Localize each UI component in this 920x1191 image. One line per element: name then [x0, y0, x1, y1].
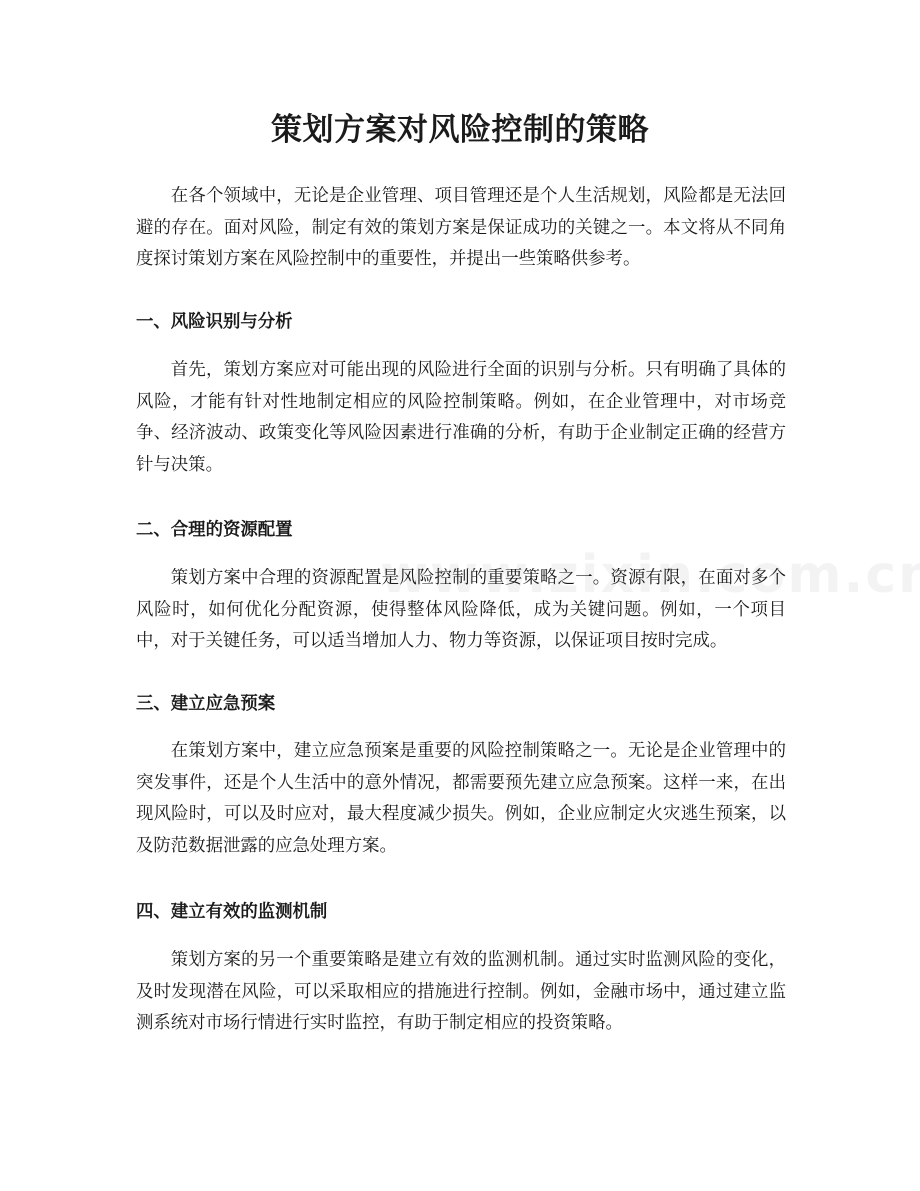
document-title: 策划方案对风险控制的策略 [271, 112, 649, 148]
section-body-2: 策划方案中合理的资源配置是风险控制的重要策略之一。资源有限，在面对多个风险时，如何优化分配资源，使得整体风险降低，成为关键问题。例如，一个项目中，对于关键任务，可以适当增加人力、物力等资源，以保证项目按时完成。 [136, 568, 786, 652]
section-heading-1: 一、风险识别与分析 [136, 312, 293, 332]
section-heading-3: 三、建立应急预案 [136, 694, 276, 714]
section-heading-4: 四、建立有效的监测机制 [136, 902, 328, 922]
section-body-1: 首先，策划方案应对可能出现的风险进行全面的识别与分析。只有明确了具体的风险，才能有针对性地制定相应的风险控制策略。例如，在企业管理中，对市场竞争、经济波动、政策变化等风险因素进行准确的分析，有助于企业制定正确的经营方针与决策。 [136, 360, 786, 475]
intro-paragraph: 在各个领域中，无论是企业管理、项目管理还是个人生活规划，风险都是无法回避的存在。面对风险，制定有效的策划方案是保证成功的关键之一。本文将从不同角度探讨策划方案在风险控制中的重要性，并提出一些策略供参考。 [136, 186, 786, 270]
section-body-4: 策划方案的另一个重要策略是建立有效的监测机制。通过实时监测风险的变化，及时发现潜在风险，可以采取相应的措施进行控制。例如，金融市场中，通过建立监测系统对市场行情进行实时监控，有助于制定相应的投资策略。 [136, 950, 786, 1034]
section-body-3: 在策划方案中，建立应急预案是重要的风险控制策略之一。无论是企业管理中的突发事件，还是个人生活中的意外情况，都需要预先建立应急预案。这样一来，在出现风险时，可以及时应对，最大程度减少损失。例如，企业应制定火灾逃生预案，以及防范数据泄露的应急处理方案。 [136, 741, 786, 856]
section-heading-2: 二、合理的资源配置 [136, 520, 293, 540]
